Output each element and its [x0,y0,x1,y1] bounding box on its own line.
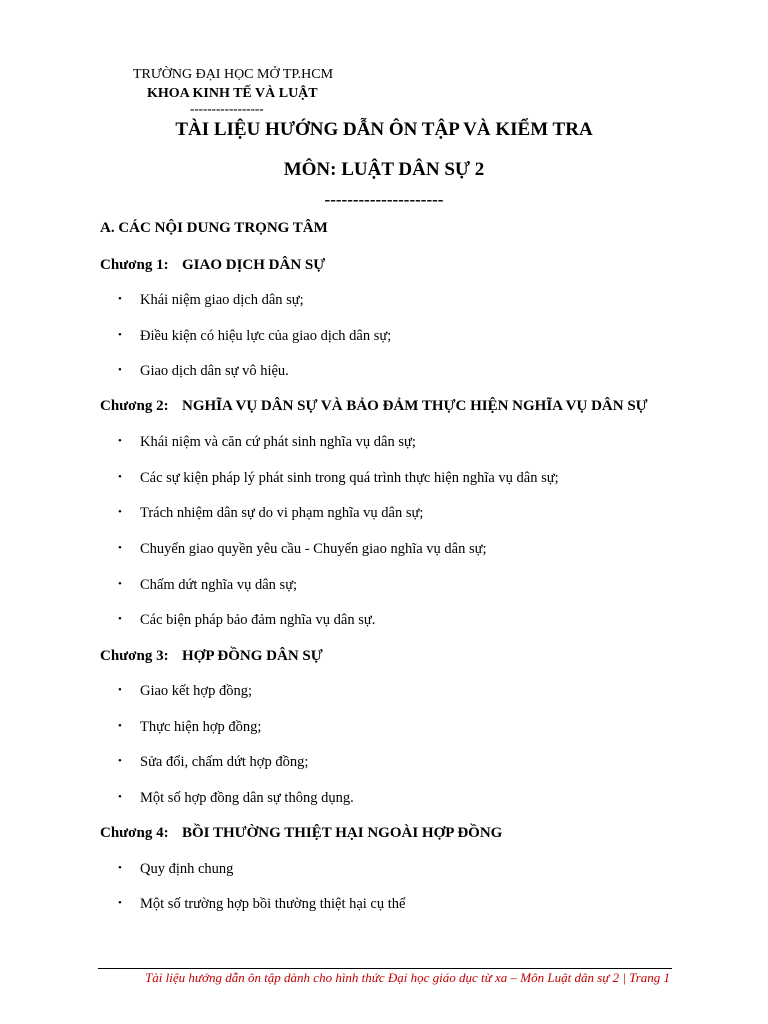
section-heading: A. CÁC NỘI DUNG TRỌNG TÂM [100,220,328,236]
document-title: TÀI LIỆU HƯỚNG DẪN ÔN TẬP VÀ KIỂM TRA [175,119,593,140]
bullet-icon: • [118,435,122,447]
bullet-icon: • [118,897,122,909]
chapter-title: NGHĨA VỤ DÂN SỰ VÀ BẢO ĐẢM THỰC HIỆN NGHĨA VỤ DÂN SỰ [182,398,648,414]
list-item-text: Khái niệm giao dịch dân sự; [140,292,304,308]
bullet-icon: • [118,329,122,341]
list-item [118,470,559,487]
list-item [118,505,423,522]
list-item-text: Trách nhiệm dân sự do vi phạm nghĩa vụ dân sự; [140,505,424,521]
bullet-icon: • [118,542,122,554]
list-item [118,896,405,913]
bullet-icon: • [118,506,122,518]
page-footer: Tài liệu hướng dẫn ôn tập dành cho hình thức Đại học giáo dục từ xa – Môn Luật dân sự 2 | Trang 1 [145,970,670,985]
list-item-text: Giao dịch dân sự vô hiệu. [140,363,289,379]
list-item-text: Sửa đổi, chấm dứt hợp đồng; [140,754,309,770]
list-item [118,861,233,878]
faculty-name: KHOA KINH TẾ VÀ LUẬT [147,86,318,101]
chapter-heading [100,648,323,665]
list-item [118,719,261,736]
chapter-number: Chương 2: [100,398,169,414]
list-item-text: Giao kết hợp đồng; [140,683,252,699]
chapter-heading [100,398,648,415]
footer-rule [98,968,672,969]
chapter-title: BỒI THƯỜNG THIỆT HẠI NGOÀI HỢP ĐỒNG [182,825,503,841]
list-item [118,434,416,451]
chapter-number: Chương 4: [100,825,169,841]
bullet-icon: • [118,720,122,732]
list-item-text: Chấm dứt nghĩa vụ dân sự; [140,577,298,593]
chapter-heading [100,257,325,274]
bullet-icon: • [118,578,122,590]
list-item [118,292,304,309]
list-item-text: Các biện pháp bảo đảm nghĩa vụ dân sự. [140,612,376,628]
list-item [118,754,308,771]
bullet-icon: • [118,364,122,376]
bullet-icon: • [118,471,122,483]
chapter-title: HỢP ĐỒNG DÂN SỰ [182,648,323,664]
list-item [118,328,391,345]
list-item [118,612,375,629]
list-item [118,683,252,700]
header-divider: ----------------- [190,101,264,116]
chapter-heading [100,825,502,842]
bullet-icon: • [118,862,122,874]
list-item-text: Khái niệm và căn cứ phát sinh nghĩa vụ dân sự; [140,434,416,450]
list-item [118,577,297,594]
bullet-icon: • [118,613,122,625]
bullet-icon: • [118,791,122,803]
chapter-number: Chương 3: [100,648,169,664]
list-item-text: Thực hiện hợp đồng; [140,719,262,735]
bullet-icon: • [118,684,122,696]
list-item [118,790,354,807]
list-item-text: Các sự kiện pháp lý phát sinh trong quá trình thực hiện nghĩa vụ dân sự; [140,470,559,486]
bullet-icon: • [118,293,122,305]
chapter-number: Chương 1: [100,257,169,273]
list-item-text: Quy định chung [140,861,234,877]
list-item-text: Một số hợp đồng dân sự thông dụng. [140,790,354,806]
title-divider: --------------------- [324,190,444,209]
list-item [118,363,289,380]
list-item-text: Chuyển giao quyền yêu cầu - Chuyển giao nghĩa vụ dân sự; [140,541,487,557]
bullet-icon: • [118,755,122,767]
subject-title: MÔN: LUẬT DÂN SỰ 2 [283,159,485,180]
university-name: TRƯỜNG ĐẠI HỌC MỞ TP.HCM [133,67,334,82]
list-item [118,541,487,558]
chapter-title: GIAO DỊCH DÂN SỰ [182,257,326,273]
list-item-text: Một số trường hợp bồi thường thiệt hại cụ thể [140,896,406,912]
list-item-text: Điều kiện có hiệu lực của giao dịch dân sự; [140,328,392,344]
